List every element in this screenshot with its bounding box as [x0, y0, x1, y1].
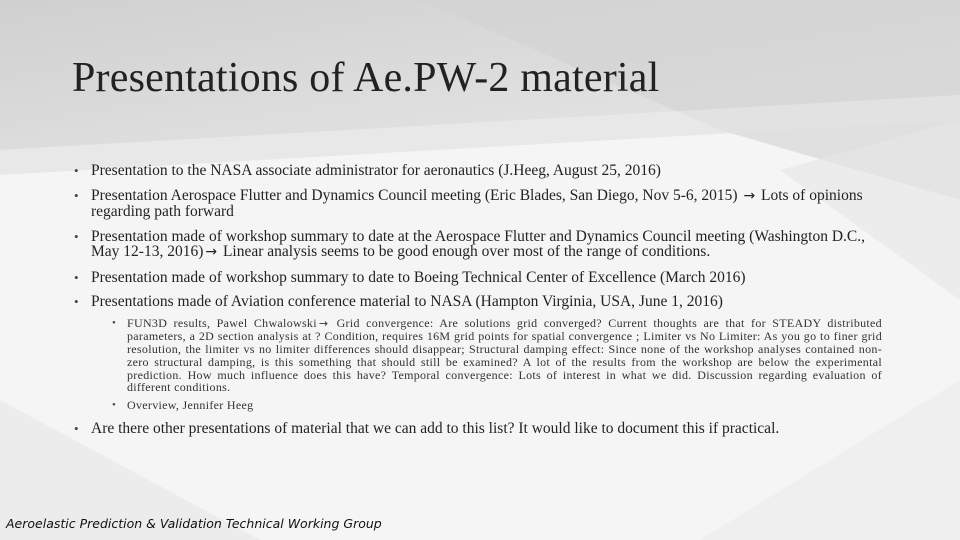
- list-item: • Presentation to the NASA associate administrator for aeronautics (J.Heeg, August 25, 2016): [72, 163, 882, 179]
- sub-list-item: • Overview, Jennifer Heeg: [111, 399, 882, 412]
- bullet-list: [72, 163, 882, 437]
- footer-text: Aeroelastic Prediction & Validation Technical Working Group: [6, 516, 382, 531]
- list-item: • Presentation made of workshop summary to date at the Aerospace Flutter and Dynamics Council meeting (Washington D.C., May 12-13, 2016) → Linear analysis seems to be good enough over most of the range of conditions.: [72, 229, 882, 261]
- arrow-icon: →: [743, 187, 756, 204]
- list-item: • Presentation made of workshop summary to date to Boeing Technical Center of Excellence (March 2016): [72, 270, 882, 286]
- list-item: • Are there other presentations of material that we can add to this list? It would like to document this if practical.: [72, 421, 882, 437]
- sub-list-item: • FUN3D results, Pawel Chwalowski → Grid convergence: Are solutions grid converged? Current thoughts are that for STEADY distributed parameters, a 2D section analysis at ? Condition, requires 16M grid points for spatial convergence ; Limiter vs No Limiter: As you go to finer grid resolution, the limiter vs no limiter differences should disappear; Structural damping effect: Since none of the workshop analyses contained non-zero structural damping, is this something that should still be examined? A lot of the results from the workshop are below the experimental prediction. How much influence does this have? Temporal convergence: Lots of interest in what we did. Discussion regarding evaluation of different conditions.: [111, 317, 882, 395]
- list-item: • Presentation Aerospace Flutter and Dynamics Council meeting (Eric Blades, San Diego, Nov 5-6, 2015) → Lots of opinions regarding path forward: [72, 188, 882, 220]
- slide-body: [72, 163, 882, 446]
- slide-title: Presentations of Ae.PW-2 material: [72, 55, 660, 101]
- sub-bullet-list: [91, 317, 882, 413]
- list-item: • Presentations made of Aviation conference material to NASA (Hampton Virginia, USA, June 1, 2016) • FUN3D results, Pawel Chwalowski → Grid convergence: Are solutions grid converged? Current thoughts are that for STEADY distributed parameters, a 2D section analysis at ? Condition, requires 16M grid points for spatial convergence ; Limiter vs No Limiter: As you go to finer grid resolution, the limiter vs no limiter differences should disappear; Structural damping effect: Since none of the workshop analyses contained non-zero structural damping, is this something that should still be examined? A lot of the results from the workshop are below the experimental prediction. How much influence does this have? Temporal convergence: Lots of interest in what we did. Discussion regarding evaluation of different conditions. • Overview, Jennifer Heeg: [72, 294, 882, 412]
- arrow-icon: →: [205, 244, 218, 260]
- arrow-icon: →: [318, 316, 329, 330]
